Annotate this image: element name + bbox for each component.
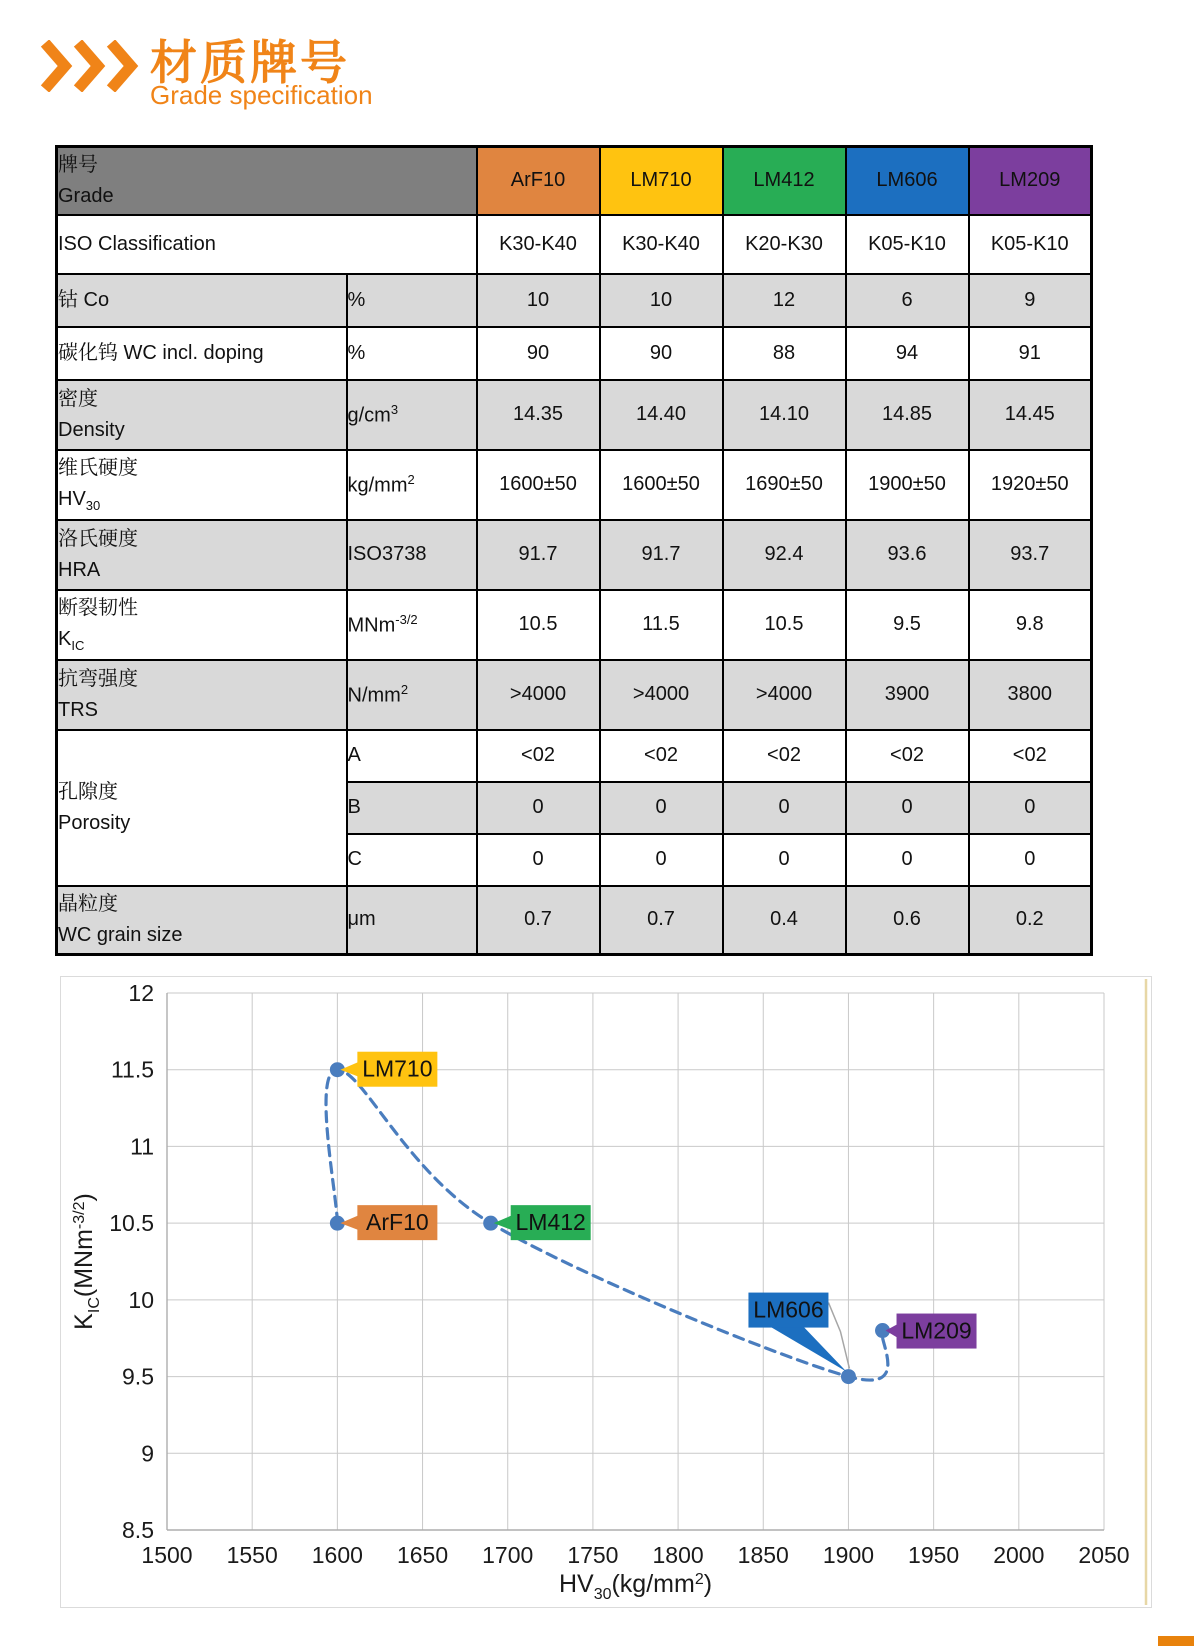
table-cell: K20-K30 bbox=[723, 215, 846, 274]
row-label-cn: 晶粒度 bbox=[58, 892, 118, 915]
gridlines bbox=[167, 993, 1104, 1530]
row-label-en: WC grain size bbox=[58, 923, 183, 946]
grade-header-LM209: LM209 bbox=[969, 147, 1092, 215]
y-tick-label: 12 bbox=[128, 980, 154, 1006]
grade-table bbox=[55, 145, 1093, 956]
x-tick-label: 1850 bbox=[737, 1542, 789, 1568]
table-cell: 0 bbox=[477, 834, 600, 886]
unit-cell: $g/cm^3$ bbox=[347, 380, 477, 450]
table-cell: 14.35 bbox=[477, 380, 600, 450]
row-label-cn: 维氏硬度 bbox=[58, 456, 138, 479]
table-cell: 9.8 bbox=[969, 590, 1092, 660]
table-cell: 1600±50 bbox=[600, 450, 723, 520]
table-cell: 93.7 bbox=[969, 520, 1092, 590]
x-tick-label: 2050 bbox=[1078, 1542, 1130, 1568]
table-cell: 10.5 bbox=[723, 590, 846, 660]
row-label-en: HRA bbox=[58, 558, 101, 581]
row-label bbox=[57, 730, 347, 886]
row-label-en: Grade bbox=[58, 184, 114, 207]
unit-cell: B bbox=[347, 782, 477, 834]
page-title: 材质牌号 bbox=[150, 36, 350, 89]
table-cell: 88 bbox=[723, 327, 846, 380]
table-cell: 0.2 bbox=[969, 886, 1092, 955]
table-cell: <02 bbox=[600, 730, 723, 782]
x-tick-label: 1550 bbox=[226, 1542, 278, 1568]
table-cell: 91.7 bbox=[600, 520, 723, 590]
unit-cell: MNm$^{-3/2}$ bbox=[347, 590, 477, 660]
chart-svg bbox=[61, 977, 1151, 1607]
table-cell: 90 bbox=[477, 327, 600, 380]
point-label-LM209 bbox=[886, 1314, 977, 1349]
row-label-en: Density bbox=[58, 418, 125, 441]
table-cell: 9.5 bbox=[846, 590, 969, 660]
svg-text:LM412: LM412 bbox=[515, 1209, 586, 1236]
row-label bbox=[57, 520, 347, 590]
table-cell: K05-K10 bbox=[969, 215, 1092, 274]
table-cell: 0 bbox=[600, 782, 723, 834]
table-cell: >4000 bbox=[723, 660, 846, 730]
row-label bbox=[57, 450, 347, 520]
svg-text:ArF10: ArF10 bbox=[366, 1209, 429, 1236]
y-tick-label: 10 bbox=[128, 1286, 154, 1313]
table-cell: 91 bbox=[969, 327, 1092, 380]
row-label-cn: 牌号 bbox=[58, 153, 98, 176]
table-cell: 93.6 bbox=[846, 520, 969, 590]
table-cell: 14.85 bbox=[846, 380, 969, 450]
table-cell: <02 bbox=[969, 730, 1092, 782]
data-point-LM606 bbox=[841, 1369, 856, 1384]
table-cell: <02 bbox=[846, 730, 969, 782]
table-cell: <02 bbox=[477, 730, 600, 782]
unit-cell: ISO3738 bbox=[347, 520, 477, 590]
table-cell: >4000 bbox=[600, 660, 723, 730]
unit-cell: $N/mm^2$ bbox=[347, 660, 477, 730]
table-cell: 6 bbox=[846, 274, 969, 327]
table-cell: 1600±50 bbox=[477, 450, 600, 520]
grade-header-LM606: LM606 bbox=[846, 147, 969, 215]
table-cell: 1920±50 bbox=[969, 450, 1092, 520]
y-tick-label: 9 bbox=[141, 1440, 154, 1467]
row-label-en: $K_{IC}$ bbox=[58, 627, 85, 653]
table-cell: 0.7 bbox=[600, 886, 723, 955]
table-cell: 12 bbox=[723, 274, 846, 327]
table-cell: 14.10 bbox=[723, 380, 846, 450]
y-tick-label: 11.5 bbox=[110, 1056, 154, 1083]
row-label-cn: 断裂韧性 bbox=[58, 596, 138, 619]
x-tick-label: 2000 bbox=[993, 1542, 1045, 1568]
point-label-ArF10 bbox=[340, 1205, 437, 1240]
table-cell: 0.6 bbox=[846, 886, 969, 955]
kic-vs-hv30-chart bbox=[60, 976, 1152, 1608]
table-cell: 91.7 bbox=[477, 520, 600, 590]
table-cell: 0 bbox=[723, 834, 846, 886]
row-label-cn: 密度 bbox=[58, 387, 98, 410]
x-tick-label: 1800 bbox=[652, 1542, 704, 1568]
grade-header-LM710: LM710 bbox=[600, 147, 723, 215]
table-cell: 14.40 bbox=[600, 380, 723, 450]
triple-chevron-icon bbox=[40, 40, 140, 92]
x-tick-label: 1650 bbox=[396, 1542, 449, 1568]
row-label bbox=[57, 660, 347, 730]
table-cell: 94 bbox=[846, 327, 969, 380]
page-corner-accent bbox=[1158, 1636, 1194, 1646]
table-cell: K05-K10 bbox=[846, 215, 969, 274]
row-label-cn: 抗弯强度 bbox=[58, 667, 138, 690]
row-label bbox=[57, 590, 347, 660]
table-cell: 10 bbox=[600, 274, 723, 327]
table-cell: 0 bbox=[723, 782, 846, 834]
table-cell: 1900±50 bbox=[846, 450, 969, 520]
row-label bbox=[57, 380, 347, 450]
table-cell: K30-K40 bbox=[600, 215, 723, 274]
row-label-cn: 钴 Co bbox=[58, 288, 110, 311]
svg-text:LM606: LM606 bbox=[753, 1296, 824, 1323]
row-label-cn: 孔隙度 bbox=[58, 780, 118, 803]
table-cell: 0 bbox=[477, 782, 600, 834]
row-label-cn: 洛氏硬度 bbox=[58, 527, 138, 550]
row-label-en: TRS bbox=[58, 698, 98, 721]
row-label bbox=[57, 327, 347, 380]
row-label-cn: 碳化钨 WC incl. doping bbox=[58, 341, 264, 364]
unit-cell: μm bbox=[347, 886, 477, 955]
table-cell: 0 bbox=[846, 782, 969, 834]
table-cell: 92.4 bbox=[723, 520, 846, 590]
svg-text:LM209: LM209 bbox=[901, 1317, 972, 1344]
unit-cell: % bbox=[347, 274, 477, 327]
x-tick-label: 1950 bbox=[908, 1542, 960, 1568]
x-tick-label: 1500 bbox=[141, 1542, 193, 1568]
table-cell: 10.5 bbox=[477, 590, 600, 660]
y-tick-label: 9.5 bbox=[122, 1363, 154, 1390]
x-tick-label: 1750 bbox=[567, 1542, 619, 1568]
table-cell: 90 bbox=[600, 327, 723, 380]
table-cell: 1690±50 bbox=[723, 450, 846, 520]
table-cell: 0.4 bbox=[723, 886, 846, 955]
x-tick-label: 1600 bbox=[311, 1542, 363, 1568]
unit-cell: % bbox=[347, 327, 477, 380]
row-label bbox=[57, 886, 347, 955]
y-axis-title: $K_{IC}(MNm^{-3/2})$ bbox=[70, 1193, 103, 1330]
y-tick-label: 10.5 bbox=[109, 1210, 154, 1237]
table-cell: 0 bbox=[600, 834, 723, 886]
table-cell: 3900 bbox=[846, 660, 969, 730]
grade-header-cell bbox=[57, 147, 477, 215]
grade-header-LM412: LM412 bbox=[723, 147, 846, 215]
table-cell: 0 bbox=[969, 834, 1092, 886]
row-label: ISO Classification bbox=[57, 215, 477, 274]
row-label-en: Porosity bbox=[58, 811, 131, 834]
y-tick-label: 11 bbox=[130, 1133, 154, 1160]
table-cell: 0.7 bbox=[477, 886, 600, 955]
table-cell: 0 bbox=[846, 834, 969, 886]
x-tick-label: 1700 bbox=[482, 1542, 534, 1568]
row-label bbox=[57, 274, 347, 327]
table-cell: 3800 bbox=[969, 660, 1092, 730]
unit-cell: C bbox=[347, 834, 477, 886]
table-cell: K30-K40 bbox=[477, 215, 600, 274]
table-cell: 11.5 bbox=[600, 590, 723, 660]
svg-text:LM710: LM710 bbox=[362, 1055, 433, 1082]
table-cell: 9 bbox=[969, 274, 1092, 327]
table-cell: 14.45 bbox=[969, 380, 1092, 450]
grade-header-ArF10: ArF10 bbox=[477, 147, 600, 215]
table-cell: 10 bbox=[477, 274, 600, 327]
unit-cell: $kg/mm^2$ bbox=[347, 450, 477, 520]
table-cell: 0 bbox=[969, 782, 1092, 834]
table-cell: >4000 bbox=[477, 660, 600, 730]
table-cell: <02 bbox=[723, 730, 846, 782]
row-label-en: $HV_{30}$ bbox=[58, 487, 101, 513]
grade-spec-table bbox=[55, 145, 1093, 956]
x-axis-title: $HV_{30}(kg/mm^2)$ bbox=[558, 1570, 713, 1603]
x-tick-label: 1900 bbox=[822, 1542, 875, 1568]
page-subtitle: Grade specification bbox=[150, 80, 373, 110]
unit-cell: A bbox=[347, 730, 477, 782]
y-tick-label: 8.5 bbox=[122, 1517, 154, 1543]
